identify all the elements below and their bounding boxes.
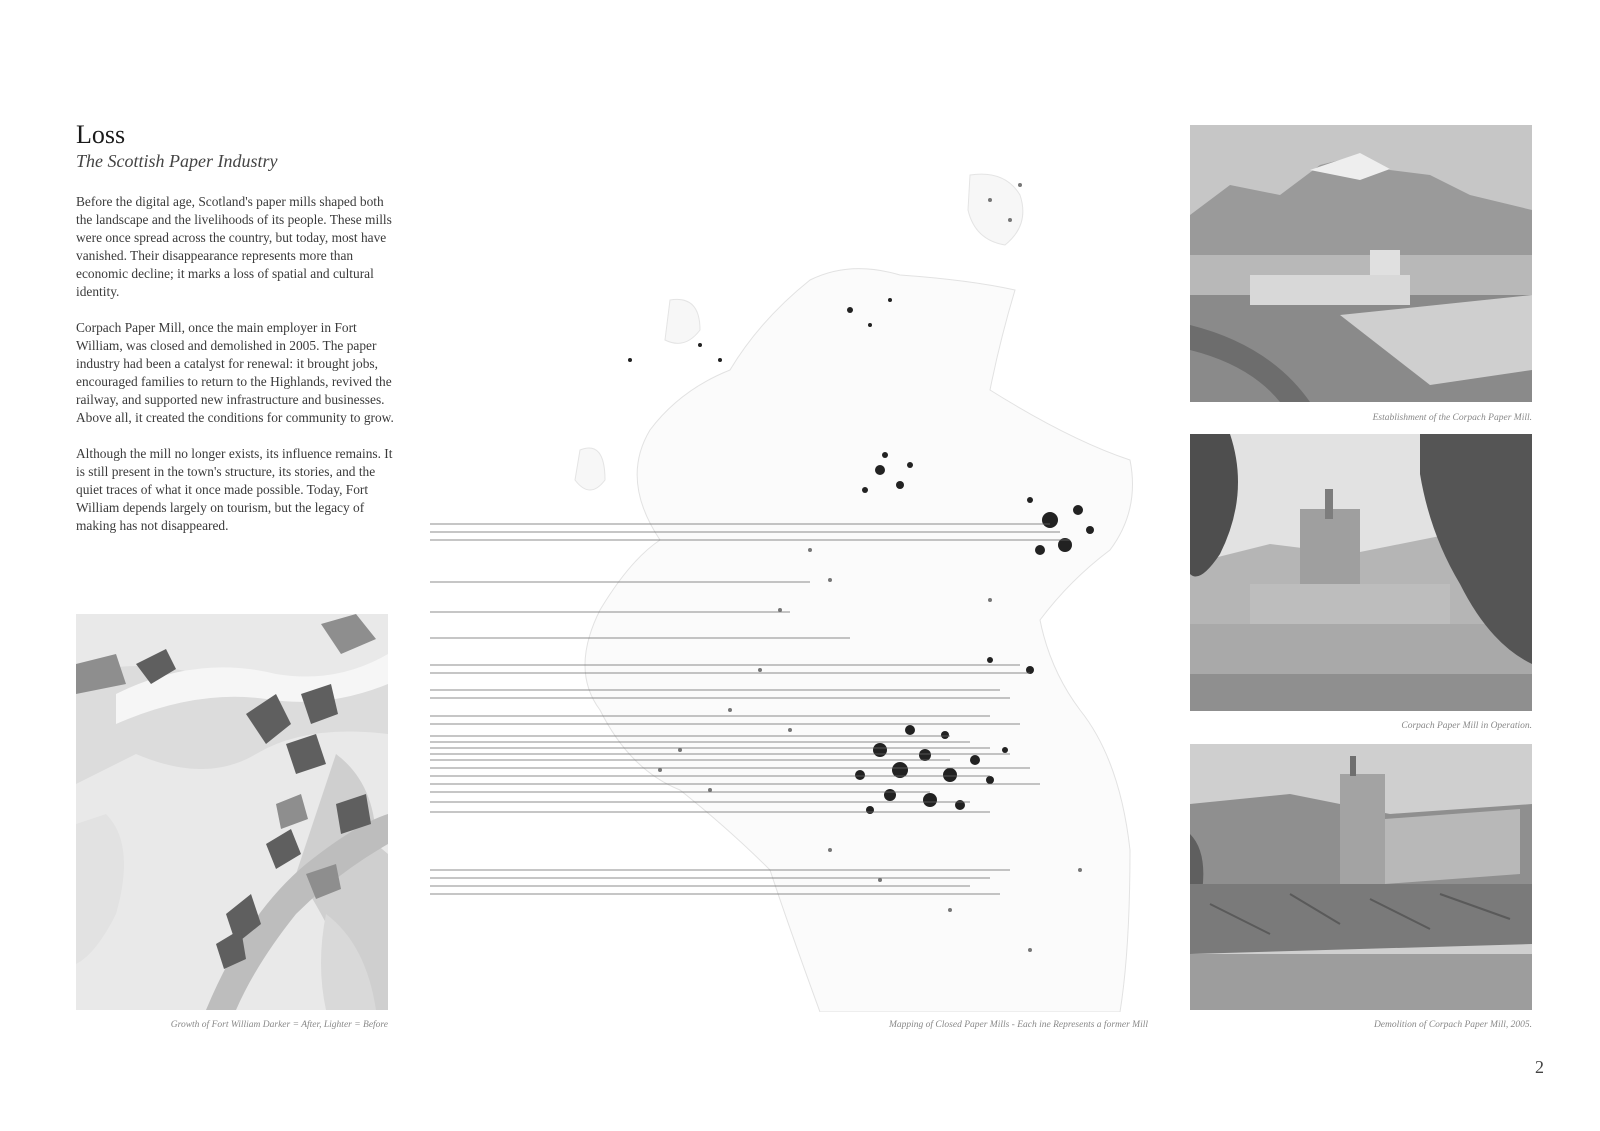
- photo2-caption: Corpach Paper Mill in Operation.: [1401, 721, 1532, 731]
- page-number: 2: [1535, 1057, 1544, 1077]
- photo1-caption: Establishment of the Corpach Paper Mill.: [1372, 413, 1532, 423]
- photo-demolition: [1190, 744, 1532, 1010]
- photo-establishment: [1190, 125, 1532, 402]
- mills-map-caption: Mapping of Closed Paper Mills - Each ine Represents a former Mill: [888, 1020, 1148, 1030]
- photo-in-operation: [1190, 434, 1532, 711]
- town-map-caption: Growth of Fort William Darker = After, Lighter = Before: [170, 1020, 388, 1030]
- page-subtitle: The Scottish Paper Industry: [76, 151, 278, 171]
- photo3-caption: Demolition of Corpach Paper Mill, 2005.: [1373, 1020, 1532, 1030]
- page-title: Loss: [76, 120, 126, 149]
- closed-mills-map: [430, 150, 1150, 1012]
- paragraph: Before the digital age, Scotland's paper mills shaped both the landscape and the livelihoods of its people. These mills were once spread across the country, but today, most have vanished. Their disappearance represents more than economic decline; it marks a loss of spatial and cultural identity.: [76, 194, 392, 299]
- paragraph: Although the mill no longer exists, its influence remains. It is still present in the town's structure, its stories, and the quiet traces of what it once made possible. Today, Fort William depends largely on tourism, but the legacy of making has not disappeared.: [76, 446, 393, 533]
- paragraph: Corpach Paper Mill, once the main employer in Fort William, was closed and demolished in 2005. The paper industry had been a catalyst for renewal: it brought jobs, encouraged families to return to the Highlands, revived the railway, and supported new infrastructure and businesses. Above all, it created the conditions for community to grow.: [76, 320, 394, 425]
- fort-william-growth-map: [76, 614, 388, 1010]
- body-text: [76, 193, 396, 553]
